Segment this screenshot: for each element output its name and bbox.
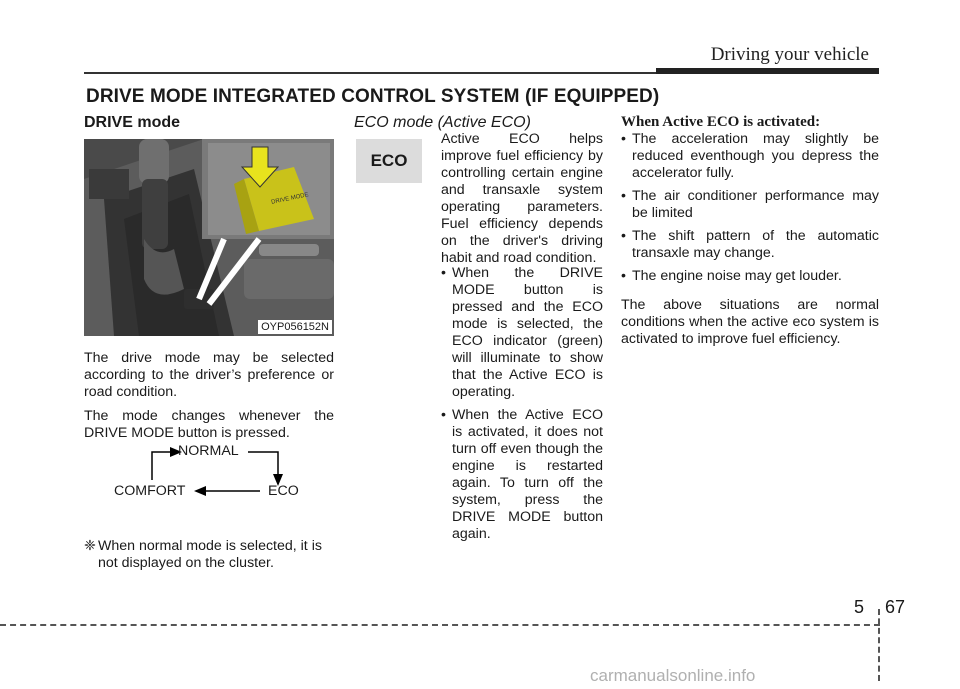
list-item: • The engine noise may get louder.	[621, 268, 842, 284]
mode-comfort-label: COMFORT	[114, 483, 186, 499]
bullet-text: The shift pattern of the automatic transaxle may change.	[632, 228, 879, 261]
drive-mode-description	[84, 350, 334, 449]
cluster-note	[84, 538, 336, 572]
eco-indicator-badge: ECO	[356, 139, 422, 183]
drive-mode-button-label: DRIVE MODE	[270, 192, 310, 206]
page-title: DRIVE MODE INTEGRATED CONTROL SYSTEM (IF EQUIPPED)	[86, 86, 660, 107]
bullet-text: The engine noise may get louder.	[632, 268, 842, 284]
mode-cycle-diagram	[110, 440, 310, 510]
footer-rule	[0, 624, 880, 626]
list-item: • The shift pattern of the automatic transaxle may change.	[621, 228, 879, 261]
bullet-text: When the DRIVE MODE button is pressed and the ECO mode is selected, the ECO indicator (green) will illuminate to show that the Active ECO is operating.	[452, 265, 603, 400]
bullet-text: When the Active ECO is activated, it does not turn off even though the engine is restarted again. To turn off the system, press the DRIVE MODE button again.	[452, 407, 603, 542]
list-item: • The air conditioner performance may be limited	[621, 188, 879, 221]
image-code: OYP056152N	[258, 320, 332, 334]
page-number: 67	[885, 597, 906, 617]
drive-mode-console-photo	[84, 139, 334, 336]
note-text: When normal mode is selected, it is not displayed on the cluster.	[98, 538, 322, 571]
eco-bullet-list	[441, 265, 603, 549]
drive-mode-paragraph-2: The mode changes whenever the DRIVE MODE button is pressed.	[84, 408, 334, 441]
header-rule-accent	[656, 68, 879, 74]
console-illustration	[84, 139, 334, 336]
eco-intro: Active ECO helps improve fuel efficiency by controlling certain engine and transaxle system operating parameters. Fuel efficiency depends on the driver's driving habit and road condition.	[441, 131, 603, 266]
list-item: • When the DRIVE MODE button is pressed and the ECO mode is selected, the ECO indicator (green) will illuminate to show that the Active ECO is operating.	[441, 265, 603, 400]
drive-mode-paragraph-1: The drive mode may be selected according to the driver’s preference or road condition.	[84, 350, 334, 400]
active-eco-heading: When Active ECO is activated:	[621, 114, 821, 130]
active-eco-effects-list	[621, 131, 879, 291]
bullet-text: The air conditioner performance may be limited	[632, 188, 879, 221]
mode-eco-label: ECO	[268, 483, 299, 499]
watermark: carmanualsonline.info	[590, 666, 756, 685]
section-header: Driving your vehicle	[710, 44, 869, 65]
bullet-text: The acceleration may slightly be reduced eventhough you depress the accelerator fully.	[632, 131, 879, 181]
list-item: • The acceleration may slightly be reduced eventhough you depress the accelerator fully.	[621, 131, 879, 181]
eco-mode-heading: ECO mode (Active ECO)	[354, 114, 531, 131]
active-eco-closing: The above situations are normal conditions when the active eco system is activated to improve fuel efficiency.	[621, 297, 879, 347]
drive-mode-heading: DRIVE mode	[84, 114, 181, 131]
mode-normal-label: NORMAL	[178, 443, 239, 459]
list-item: • When the Active ECO is activated, it does not turn off even though the engine is restarted again. To turn off the system, press the DRIVE MODE button again.	[441, 407, 603, 542]
chapter-number: 5	[854, 597, 865, 617]
page-number-divider	[878, 609, 880, 681]
note-symbol: ❈	[84, 538, 96, 554]
